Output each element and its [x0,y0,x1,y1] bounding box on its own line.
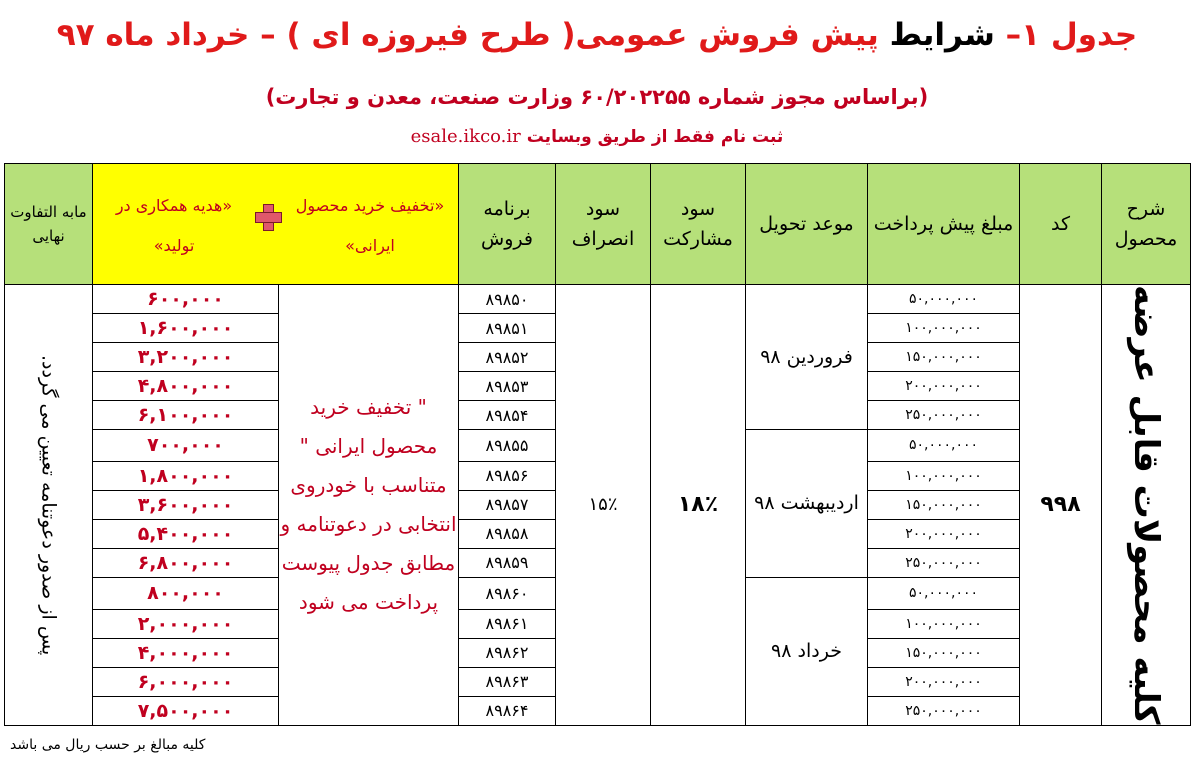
gift-amount: ۶,۸۰۰,۰۰۰ [93,548,279,577]
prepayment-amount: ۵۰,۰۰۰,۰۰۰ [868,577,1020,609]
prepayment-amount: ۲۵۰,۰۰۰,۰۰۰ [868,401,1020,430]
product-description-cell [1102,285,1191,726]
gift-amount: ۶,۰۰۰,۰۰۰ [93,667,279,696]
register-text: ثبت نام فقط از طریق وبسایت [526,127,784,147]
sales-program-code: ۸۹۸۵۴ [459,401,556,430]
sales-program-code: ۸۹۸۵۲ [459,343,556,372]
gift-amount: ۱,۶۰۰,۰۰۰ [93,314,279,343]
prepayment-amount: ۱۰۰,۰۰۰,۰۰۰ [868,609,1020,638]
prepayment-amount: ۲۰۰,۰۰۰,۰۰۰ [868,519,1020,548]
cancellation-profit-value: ۱۵٪ [556,285,651,726]
header-delivery: موعد تحویل [746,164,868,285]
title-part-1: جدول ۱– [1005,17,1138,53]
gift-amount: ۳,۶۰۰,۰۰۰ [93,490,279,519]
final-difference-cell [5,285,93,726]
sales-program-code: ۸۹۸۵۰ [459,285,556,314]
product-code: ۹۹۸ [1020,285,1102,726]
gift-amount: ۱,۸۰۰,۰۰۰ [93,461,279,490]
prepayment-amount: ۱۵۰,۰۰۰,۰۰۰ [868,638,1020,667]
prepayment-amount: ۵۰,۰۰۰,۰۰۰ [868,430,1020,462]
plus-icon [255,204,281,230]
gift-amount: ۴,۰۰۰,۰۰۰ [93,638,279,667]
title-part-3: پیش فروش عمومی( طرح فیروزه ای ) – خرداد ماه ۹۷ [56,17,879,53]
delivery-month: فروردین ۹۸ [746,285,868,430]
final-difference-text: پس از صدور دعوتنامه تعیین می گردد. [37,354,60,655]
presale-table [4,163,1191,726]
header-participation-profit: سود مشارکت [651,164,746,285]
header-final-difference: مابه التفاوت نهایی [5,164,93,285]
delivery-month: اردیبهشت ۹۸ [746,430,868,578]
sales-program-code: ۸۹۸۵۱ [459,314,556,343]
footnote: کلیه مبالغ بر حسب ریال می باشد [10,737,206,753]
gift-amount: ۲,۰۰۰,۰۰۰ [93,609,279,638]
website-link[interactable]: esale.ikco.ir [410,126,521,147]
sales-program-code: ۸۹۸۵۳ [459,372,556,401]
gift-amount: ۶۰۰,۰۰۰ [93,285,279,314]
prepayment-amount: ۲۰۰,۰۰۰,۰۰۰ [868,372,1020,401]
sales-program-code: ۸۹۸۶۲ [459,638,556,667]
license-subtitle: (براساس مجوز شماره ۶۰/۲۰۲۲۵۵ وزارت صنعت، معدن و تجارت) [265,85,929,109]
discount-cell: " تخفیف خرید محصول ایرانی " متناسب با خودروی انتخابی در دعوتنامه و مطابق جدول پیوست پرداخت می شود [279,285,459,726]
gift-amount: ۶,۱۰۰,۰۰۰ [93,401,279,430]
header-cancellation-profit: سود انصراف [556,164,651,285]
gift-amount: ۳,۲۰۰,۰۰۰ [93,343,279,372]
table-header-row [5,164,1191,285]
header-discount-gift [93,164,459,285]
gift-amount: ۵,۴۰۰,۰۰۰ [93,519,279,548]
participation-profit-value: ۱۸٪ [651,285,746,726]
prepayment-amount: ۱۵۰,۰۰۰,۰۰۰ [868,490,1020,519]
sales-program-code: ۸۹۸۵۵ [459,430,556,462]
sales-program-code: ۸۹۸۵۶ [459,461,556,490]
table-row [5,285,1191,314]
header-code: کد [1020,164,1102,285]
gift-amount: ۷,۵۰۰,۰۰۰ [93,696,279,725]
prepayment-amount: ۲۵۰,۰۰۰,۰۰۰ [868,696,1020,725]
gift-amount: ۸۰۰,۰۰۰ [93,577,279,609]
gift-amount: ۴,۸۰۰,۰۰۰ [93,372,279,401]
sales-program-code: ۸۹۸۶۱ [459,609,556,638]
header-discount: «تخفیف خرید محصول ایرانی» [295,196,445,255]
sales-program-code: ۸۹۸۶۰ [459,577,556,609]
sales-program-code: ۸۹۸۵۸ [459,519,556,548]
prepayment-amount: ۱۵۰,۰۰۰,۰۰۰ [868,343,1020,372]
page-title [0,12,1194,58]
header-description: شرح محصول [1102,164,1191,285]
header-prepayment: مبلغ پیش پرداخت [868,164,1020,285]
prepayment-amount: ۱۰۰,۰۰۰,۰۰۰ [868,461,1020,490]
prepayment-amount: ۲۵۰,۰۰۰,۰۰۰ [868,548,1020,577]
title-part-2: شرایط [889,17,995,53]
header-sales-program: برنامه فروش [459,164,556,285]
sales-program-code: ۸۹۸۵۹ [459,548,556,577]
prepayment-amount: ۲۰۰,۰۰۰,۰۰۰ [868,667,1020,696]
delivery-month: خرداد ۹۸ [746,577,868,725]
gift-amount: ۷۰۰,۰۰۰ [93,430,279,462]
register-line [0,124,1194,150]
sales-program-code: ۸۹۸۶۴ [459,696,556,725]
product-description: کلیه محصولات قابل عرضه [1126,285,1166,725]
prepayment-amount: ۱۰۰,۰۰۰,۰۰۰ [868,314,1020,343]
header-gift: «هدیه همکاری در تولید» [115,196,233,255]
sales-program-code: ۸۹۸۵۷ [459,490,556,519]
table-body [5,285,1191,726]
sales-program-code: ۸۹۸۶۳ [459,667,556,696]
prepayment-amount: ۵۰,۰۰۰,۰۰۰ [868,285,1020,314]
